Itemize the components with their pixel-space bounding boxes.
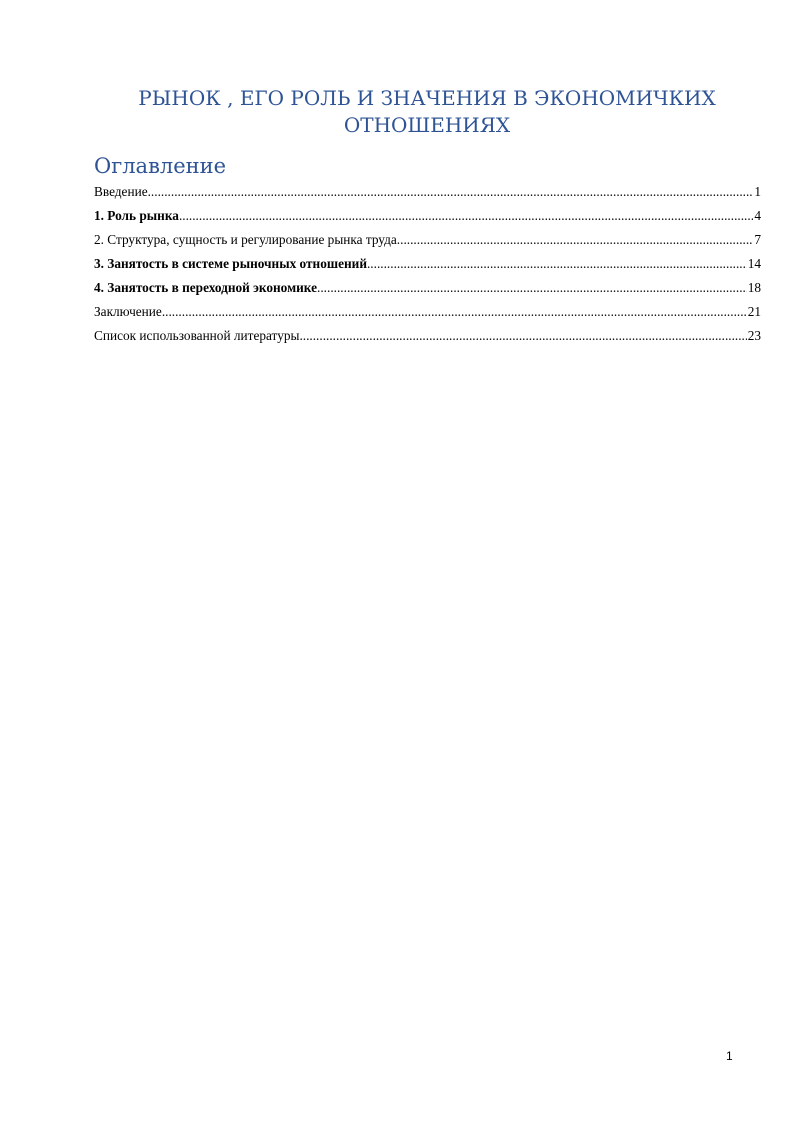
toc-entry-label: Заключение xyxy=(94,304,162,319)
toc-dot-leader xyxy=(179,204,753,228)
toc-entry-label: 3. Занятость в системе рыночных отношений xyxy=(94,256,367,271)
toc-entry-label: Список использованной литературы xyxy=(94,328,300,343)
page-number: 1 xyxy=(726,1049,733,1063)
toc-entry-introduction[interactable] xyxy=(94,180,761,204)
toc-entry-label: 2. Структура, сущность и регулирование рынка труда xyxy=(94,232,397,247)
table-of-contents xyxy=(94,180,761,348)
toc-dot-leader xyxy=(299,324,746,348)
toc-entry-label: 4. Занятость в переходной экономике xyxy=(94,280,318,295)
toc-dot-leader xyxy=(397,228,754,252)
toc-entry-employment-market-relations[interactable] xyxy=(94,252,761,276)
toc-entry-employment-transition-economy[interactable] xyxy=(94,276,761,300)
toc-entry-market-role[interactable] xyxy=(94,204,761,228)
toc-dot-leader xyxy=(162,300,747,324)
toc-entry-page: 4 xyxy=(754,208,761,223)
toc-entry-page: 21 xyxy=(747,304,761,319)
toc-entry-label: 1. Роль рынка xyxy=(94,208,179,223)
toc-entry-page: 23 xyxy=(747,328,761,343)
toc-entry-label: Введение xyxy=(94,184,148,199)
toc-entry-labor-market-structure[interactable] xyxy=(94,228,761,252)
toc-entry-page: 18 xyxy=(747,280,761,295)
toc-entry-page: 14 xyxy=(747,256,761,271)
toc-entry-page: 7 xyxy=(754,232,761,247)
toc-dot-leader xyxy=(317,276,747,300)
toc-entry-page: 1 xyxy=(754,184,761,199)
document-title: РЫНОК , ЕГО РОЛЬ И ЗНАЧЕНИЯ В ЭКОНОМИЧКИХ ОТНОШЕНИЯХ xyxy=(138,86,716,137)
toc-dot-leader xyxy=(367,252,747,276)
toc-entry-conclusion[interactable] xyxy=(94,300,761,324)
toc-entry-references[interactable] xyxy=(94,324,761,348)
toc-heading: Оглавление xyxy=(94,154,227,178)
toc-dot-leader xyxy=(148,180,754,204)
